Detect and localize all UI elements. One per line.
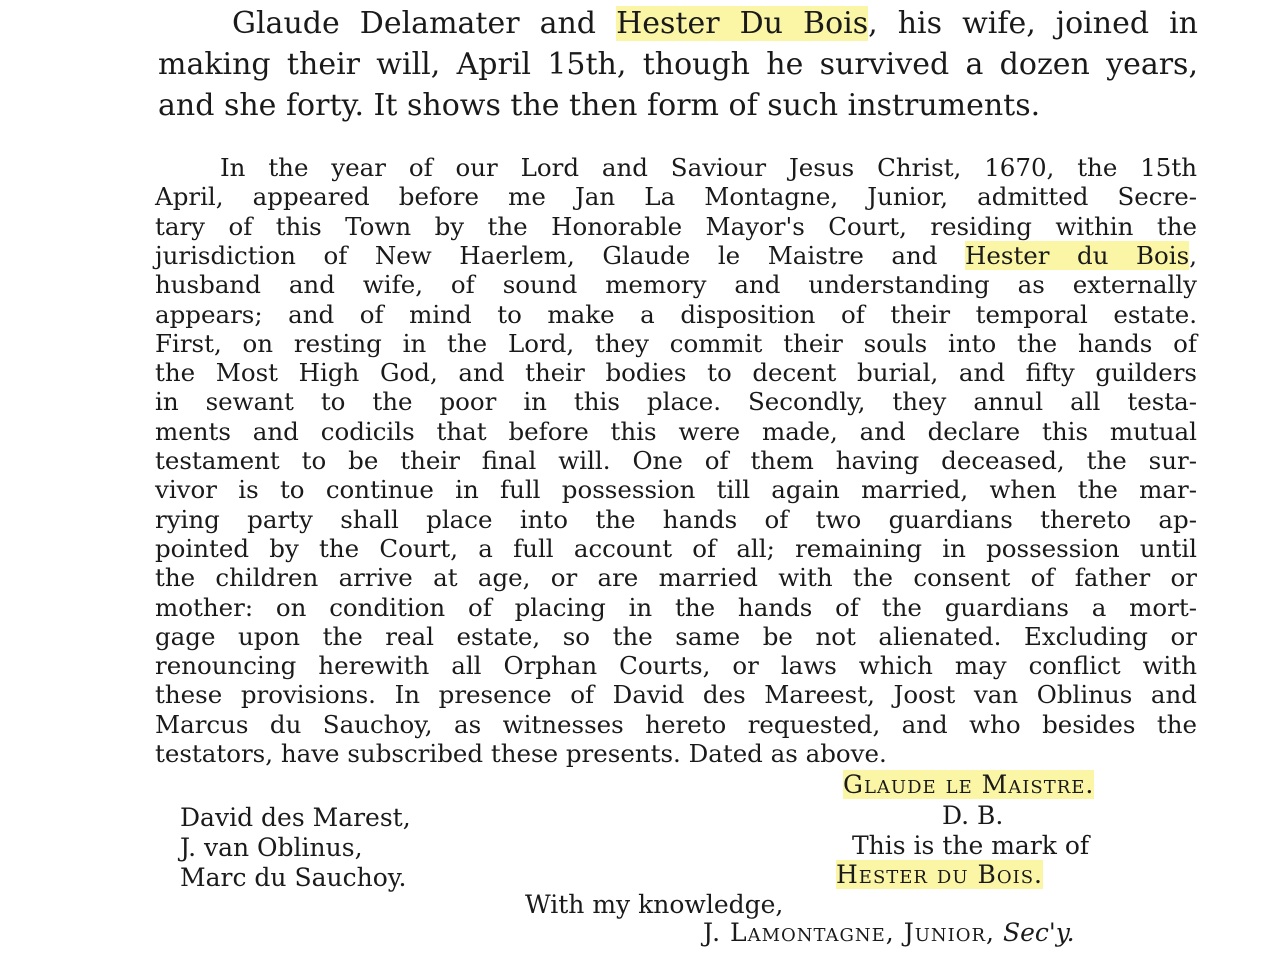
witness-name: Marc du Sauchoy. (180, 863, 407, 892)
text-line (155, 446, 1197, 475)
text-run: the children arrive at age, or are married with the consent of father or (155, 563, 1197, 593)
witness-name: David des Marest, (180, 803, 411, 832)
text-run: mother: on condition of placing in the hands of the guardians a mort- (155, 592, 1197, 622)
text-run: ments and codicils that before this were made, and declare this mutual (155, 416, 1197, 446)
text-line (155, 505, 1197, 534)
text-line (155, 739, 887, 768)
text-run: Marcus du Sauchoy, as witnesses hereto requested, and who besides the (155, 709, 1197, 739)
mark-text: This is the mark of (852, 831, 1090, 860)
text-line (158, 47, 1198, 82)
text-run: April, appeared before me Jan La Montagne, Junior, admitted Secre- (155, 182, 1197, 212)
text-line (155, 417, 1197, 446)
text-run: in sewant to the poor in this place. Secondly, they annul all testa- (155, 387, 1197, 417)
mark-initials: D. B. (942, 801, 1004, 830)
text-line (155, 329, 1197, 358)
text-run: jurisdiction of New Haerlem, Glaude le Maistre and (155, 240, 965, 270)
text-line (158, 88, 1198, 123)
highlight: Hester du Bois. (836, 860, 1043, 889)
highlight: Hester Du Bois (616, 6, 869, 41)
text-line (155, 710, 1197, 739)
text-run: , (1189, 240, 1197, 270)
text-line (155, 622, 1197, 651)
text-line (155, 241, 1197, 270)
text-run: appears; and of mind to make a disposition of their temporal estate. (155, 299, 1197, 329)
text-line (155, 182, 1197, 211)
text-run: the Most High God, and their bodies to decent burial, and fifty guilders (155, 358, 1197, 388)
text-line (155, 651, 1197, 680)
text-line (155, 680, 1197, 709)
text-line (155, 593, 1197, 622)
text-run: rying party shall place into the hands of two guardians thereto ap- (155, 504, 1197, 534)
text-run: testament to be their final will. One of them having deceased, the sur- (155, 446, 1197, 475)
text-line (155, 563, 1197, 592)
signature-hester-du-bois (836, 860, 1043, 889)
text-line (155, 475, 1197, 504)
highlight: Hester du Bois (965, 240, 1190, 270)
text-run: vivor is to continue in full possession till again married, when the mar- (155, 475, 1197, 505)
text-run: , his wife, joined in (868, 6, 1199, 41)
text-run: husband and wife, of sound memory and understanding as externally (155, 270, 1197, 300)
knowledge-line: With my knowledge, (525, 890, 784, 919)
secretary-name: J. Lamontagne, Junior, (703, 918, 996, 947)
text-line (155, 300, 1197, 329)
secretary-title: Sec'y. (1002, 918, 1075, 947)
text-run: Glaude Delamater and (232, 6, 617, 41)
text-line (155, 270, 1197, 299)
signature-glaude-le-maistre (843, 770, 1094, 799)
text-line (232, 6, 1198, 41)
text-run: tary of this Town by the Honorable Mayor's Court, residing within the (155, 211, 1197, 241)
text-run: In the year of our Lord and Saviour Jesus Christ, 1670, the 15th (220, 153, 1197, 182)
text-run: and she forty. It shows the then form of such instruments. (158, 88, 1041, 123)
witness-name: J. van Oblinus, (180, 833, 363, 862)
text-line (220, 153, 1197, 182)
text-line (155, 358, 1197, 387)
text-line (155, 387, 1197, 416)
text-run: testators, have subscribed these presents. Dated as above. (155, 739, 887, 768)
highlight: Glaude le Maistre. (843, 770, 1095, 799)
text-run: First, on resting in the Lord, they commit their souls into the hands of (155, 328, 1197, 358)
text-line (155, 534, 1197, 563)
text-line (155, 212, 1197, 241)
text-run: gage upon the real estate, so the same be not alienated. Excluding or (155, 621, 1197, 651)
text-run: these provisions. In presence of David des Mareest, Joost van Oblinus and (155, 680, 1197, 710)
text-run: renouncing herewith all Orphan Courts, or laws which may conflict with (155, 651, 1197, 681)
secretary-signature (703, 918, 1075, 947)
text-run: pointed by the Court, a full account of all; remaining in possession until (155, 533, 1197, 563)
text-run: making their will, April 15th, though he survived a dozen years, (158, 47, 1198, 82)
